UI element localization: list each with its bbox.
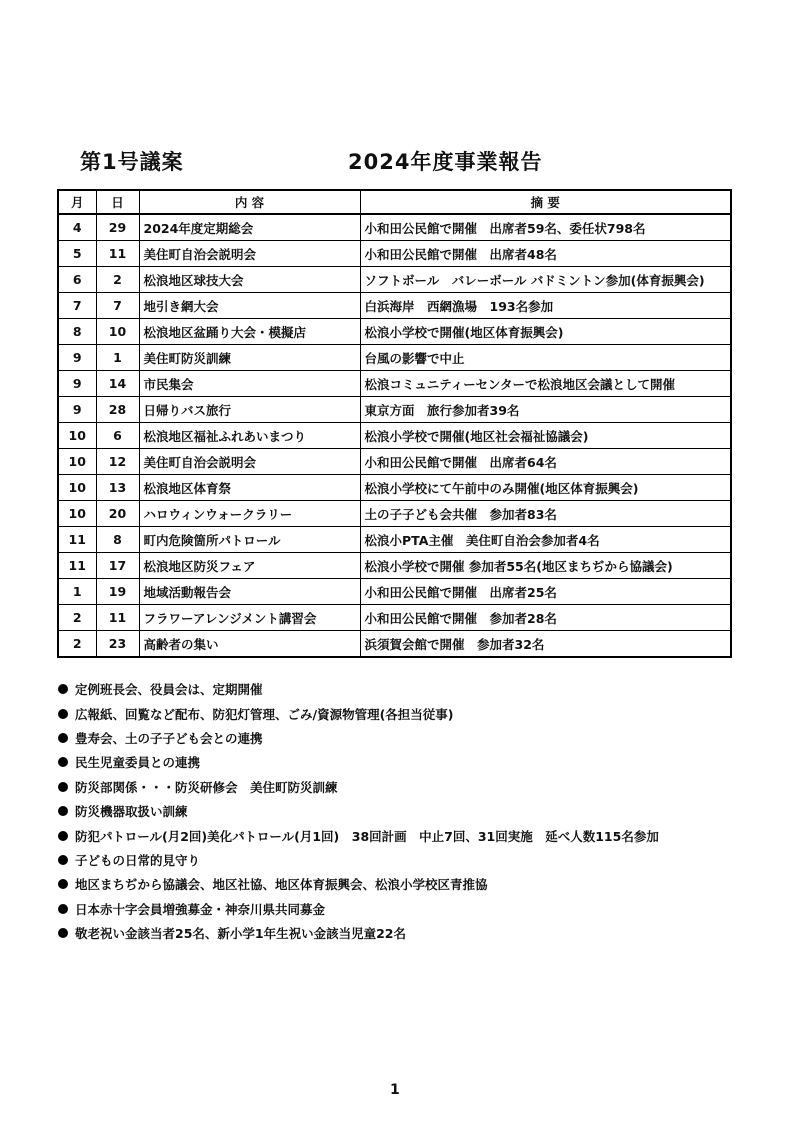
bullet-icon: [58, 928, 68, 938]
bullet-icon: [58, 709, 68, 719]
cell-month: 1: [58, 579, 96, 605]
cell-day: 29: [96, 214, 139, 241]
cell-content: 松浪地区盆踊り大会・模擬店: [139, 319, 360, 345]
cell-content: 松浪地区防災フェア: [139, 553, 360, 579]
table-row: [58, 214, 731, 241]
cell-day: 6: [96, 423, 139, 449]
cell-month: 8: [58, 319, 96, 345]
cell-month: 11: [58, 553, 96, 579]
note-text: 子どもの日常的見守り: [75, 852, 201, 868]
table-row: [58, 423, 731, 449]
bullet-icon: [58, 879, 68, 889]
cell-content: 松浪地区球技大会: [139, 267, 360, 293]
page-title: 2024年度事業報告: [348, 150, 543, 174]
activity-report-table: [57, 189, 732, 658]
bullet-icon: [58, 855, 68, 865]
table-row: [58, 241, 731, 267]
bullet-icon: [58, 806, 68, 816]
note-item: [58, 677, 659, 701]
cell-summary: 松浪小PTA主催 美住町自治会参加者4名: [360, 527, 731, 553]
cell-day: 7: [96, 293, 139, 319]
cell-day: 12: [96, 449, 139, 475]
note-text: 民生児童委員との連携: [75, 755, 201, 771]
cell-summary: 松浪小学校で開催(地区体育振興会): [360, 319, 731, 345]
cell-summary: 小和田公民館で開催 出席者59名、委任状798名: [360, 214, 731, 241]
cell-month: 9: [58, 397, 96, 423]
table-row: [58, 527, 731, 553]
cell-summary: 松浪小学校で開催 参加者55名(地区まちぢから協議会): [360, 553, 731, 579]
cell-day: 10: [96, 319, 139, 345]
note-item: [58, 921, 659, 945]
cell-summary: 台風の影響で中止: [360, 345, 731, 371]
cell-day: 19: [96, 579, 139, 605]
cell-day: 8: [96, 527, 139, 553]
cell-month: 9: [58, 345, 96, 371]
cell-content: 松浪地区体育祭: [139, 475, 360, 501]
table-row: [58, 267, 731, 293]
cell-day: 1: [96, 345, 139, 371]
table-row: [58, 475, 731, 501]
cell-summary: 小和田公民館で開催 出席者64名: [360, 449, 731, 475]
cell-summary: 浜須賀会館で開催 参加者32名: [360, 631, 731, 658]
table-header-row: [58, 190, 731, 214]
note-text: 敬老祝い金該当者25名、新小学1年生祝い金該当児童22名: [75, 926, 406, 942]
table-row: [58, 579, 731, 605]
header-month: 月: [58, 190, 96, 214]
table-row: [58, 449, 731, 475]
cell-content: 2024年度定期総会: [139, 214, 360, 241]
cell-summary: 小和田公民館で開催 出席者48名: [360, 241, 731, 267]
cell-month: 10: [58, 475, 96, 501]
cell-content: 市民集会: [139, 371, 360, 397]
cell-content: ハロウィンウォークラリー: [139, 501, 360, 527]
cell-month: 5: [58, 241, 96, 267]
table-row: [58, 605, 731, 631]
note-text: 防災部関係・・・防災研修会 美住町防災訓練: [75, 779, 338, 795]
cell-summary: 松浪小学校で開催(地区社会福祉協議会): [360, 423, 731, 449]
note-item: [58, 750, 659, 774]
cell-month: 9: [58, 371, 96, 397]
bullet-icon: [58, 831, 68, 841]
note-item: [58, 872, 659, 896]
cell-month: 10: [58, 501, 96, 527]
table-row: [58, 319, 731, 345]
cell-content: フラワーアレンジメント講習会: [139, 605, 360, 631]
note-text: 防犯パトロール(月2回)美化パトロール(月1回) 38回計画 中止7回、31回実施 延べ人数115名参加: [75, 828, 659, 844]
header-summary: 摘 要: [360, 190, 731, 214]
cell-month: 10: [58, 423, 96, 449]
cell-content: 地域活動報告会: [139, 579, 360, 605]
bullet-icon: [58, 733, 68, 743]
note-item: [58, 823, 659, 847]
table-row: [58, 397, 731, 423]
cell-day: 11: [96, 605, 139, 631]
cell-month: 2: [58, 605, 96, 631]
cell-summary: 土の子子ども会共催 参加者83名: [360, 501, 731, 527]
cell-day: 14: [96, 371, 139, 397]
cell-day: 20: [96, 501, 139, 527]
cell-day: 17: [96, 553, 139, 579]
agenda-label: 第1号議案: [80, 150, 184, 174]
note-item: [58, 726, 659, 750]
cell-content: 日帰りバス旅行: [139, 397, 360, 423]
cell-month: 7: [58, 293, 96, 319]
note-item: [58, 848, 659, 872]
note-item: [58, 701, 659, 725]
note-text: 定例班長会、役員会は、定期開催: [75, 682, 263, 698]
note-item: [58, 897, 659, 921]
table-row: [58, 631, 731, 658]
note-text: 地区まちぢから協議会、地区社協、地区体育振興会、松浪小学校区青推協: [75, 877, 488, 893]
cell-content: 地引き網大会: [139, 293, 360, 319]
cell-month: 6: [58, 267, 96, 293]
bullet-icon: [58, 782, 68, 792]
cell-day: 28: [96, 397, 139, 423]
cell-day: 23: [96, 631, 139, 658]
cell-day: 11: [96, 241, 139, 267]
header-day: 日: [96, 190, 139, 214]
cell-summary: 松浪小学校にて午前中のみ開催(地区体育振興会): [360, 475, 731, 501]
table-row: [58, 345, 731, 371]
cell-content: 高齢者の集い: [139, 631, 360, 658]
cell-summary: 東京方面 旅行参加者39名: [360, 397, 731, 423]
header-content: 内 容: [139, 190, 360, 214]
note-text: 広報紙、回覧など配布、防犯灯管理、ごみ/資源物管理(各担当従事): [75, 706, 454, 722]
note-text: 日本赤十字会員増強募金・神奈川県共同募金: [75, 901, 326, 917]
cell-summary: ソフトボール バレーボール バドミントン参加(体育振興会): [360, 267, 731, 293]
cell-content: 美住町自治会説明会: [139, 449, 360, 475]
cell-day: 2: [96, 267, 139, 293]
cell-summary: 松浪コミュニティーセンターで松浪地区会議として開催: [360, 371, 731, 397]
note-item: [58, 799, 659, 823]
cell-month: 2: [58, 631, 96, 658]
cell-content: 美住町防災訓練: [139, 345, 360, 371]
bullet-icon: [58, 904, 68, 914]
cell-content: 松浪地区福祉ふれあいまつり: [139, 423, 360, 449]
cell-summary: 小和田公民館で開催 参加者28名: [360, 605, 731, 631]
bullet-icon: [58, 757, 68, 767]
table-row: [58, 553, 731, 579]
page-number: 1: [390, 1082, 400, 1098]
cell-content: 町内危険箇所パトロール: [139, 527, 360, 553]
cell-day: 13: [96, 475, 139, 501]
note-text: 豊寿会、土の子子ども会との連携: [75, 730, 263, 746]
cell-summary: 白浜海岸 西網漁場 193名参加: [360, 293, 731, 319]
bullet-icon: [58, 684, 68, 694]
table-row: [58, 501, 731, 527]
notes-list: [58, 677, 659, 945]
note-item: [58, 775, 659, 799]
cell-summary: 小和田公民館で開催 出席者25名: [360, 579, 731, 605]
table-row: [58, 293, 731, 319]
cell-content: 美住町自治会説明会: [139, 241, 360, 267]
cell-month: 11: [58, 527, 96, 553]
cell-month: 10: [58, 449, 96, 475]
table-row: [58, 371, 731, 397]
cell-month: 4: [58, 214, 96, 241]
note-text: 防災機器取扱い訓練: [75, 804, 188, 820]
